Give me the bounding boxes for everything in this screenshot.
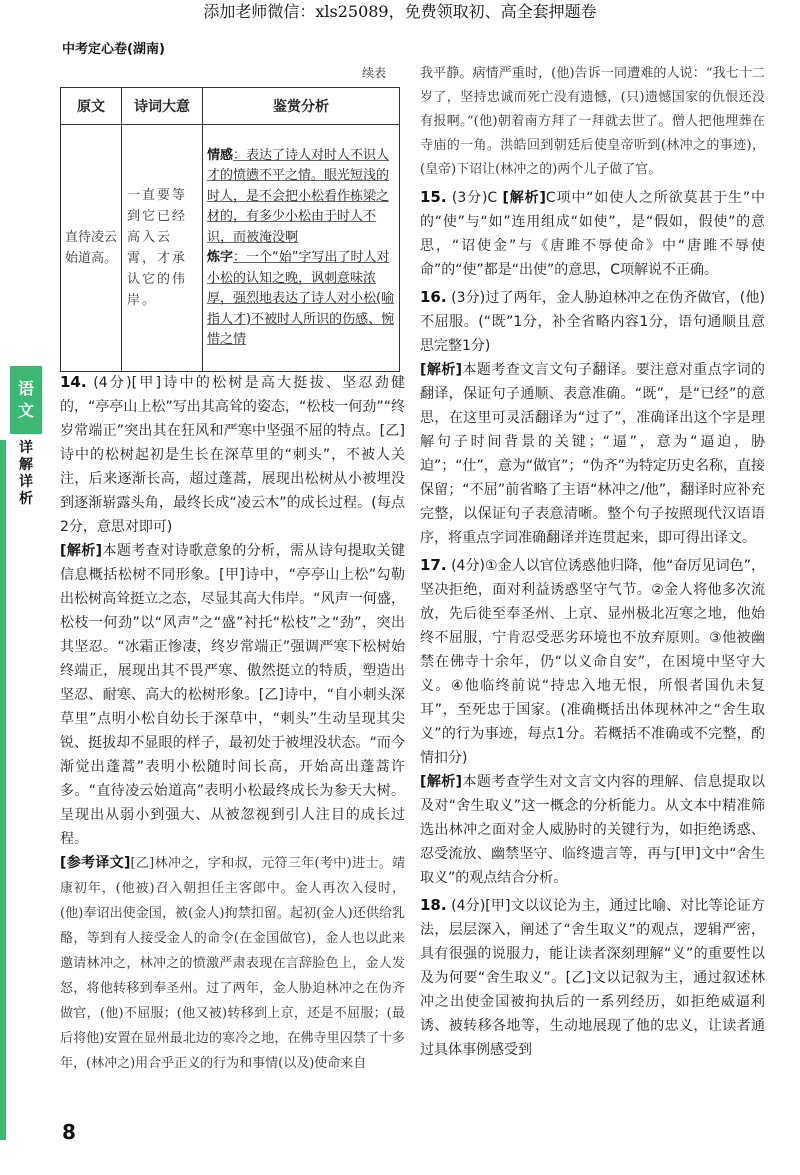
analysis-16: [解析]本题考查文言文句子翻译。要注意对重点字词的翻译，保证句子通顺、表意准确。“既”，是“已经”的意思，在这里可灵活翻译为“过了”，准确译出这个字是理解句子时间背景的关键；“逼”，意为“逼迫，胁迫”；“仕”，意为“做官”；“伪齐”为特定历史名称，直接保留；“不屈”前省略了主语“林冲之/他”，翻译时应补充完整，以保证句子表意清晰。整个句子按照现代汉语语序，将重点字词准确翻译并连贯起来，即可得出译文。 [420,362,766,546]
header-analysis: 鉴赏分析 [203,88,400,125]
analysis-14: [解析]本题考查对诗歌意象的分析，需从诗句提取关键信息概括松树不同形象。[甲]诗中，“亭亭山上松”勾勒出松树高耸挺立之态，尽显其高大伟岸。“风声一何盛，松枝一何劲”以“风声”之“盛”衬托“松枝”之“劲”，突出其坚忍。“冰霜正惨凄，终岁常端正”强调严寒下松树始终端正，展现出其不畏严寒、傲然挺立的特质，塑造出坚忍、耐寒、高大的松树形象。[乙]诗中，“自小刺头深草里”点明小松自幼长于深草中，“刺头”生动呈现其尖锐、挺拔却不显眼的样子，最初处于被埋没状态。“而今渐觉出蓬蒿”表明小松随时间长高，开始高出蓬蒿许多。“直待凌云始道高”表明小松最终成长为参天大树。呈现出从弱小到强大、从被忽视到引人注目的成长过程。 [60,543,406,847]
question-16: 16. (3分)过了两年，金人胁迫林冲之在伪齐做官，(他)不屈服。(“既”1分，补全省略内容1分，语句通顺且意思完整1分) [420,288,765,354]
question-17: 17. (4分)①金人以官位诱惑他归降，他“奋厉见词色”，坚决拒绝，面对利益诱惑坚守气节。②金人将他多次流放，先后徙至奉圣州、上京、显州极北冱寒之地，他始终不屈服，宁肯忍受恶劣环境也不放弃原则。③他被幽禁在佛寺十余年，仍“以义命自安”，在困境中坚守大义。④他临终前说“持忠入地无恨，所恨者国仇未复耳”，至死忠于国家。(准确概括出体现林冲之“舍生取义”的行为事迹，每点1分。若概括不准确或不完整，酌情扣分) [420,556,765,766]
header-meaning: 诗词大意 [122,88,203,125]
question-14: 14. (4分)[甲]诗中的松树是高大挺拔、坚忍劲健的，“亭亭山上松”写出其高耸的姿态，“松枝一何劲”“终岁常端正”突出其在狂风和严寒中坚强不屈的特点。[乙]诗中的松树起初是生长在深草里的“刺头”，不被人关注，后来逐渐长高，超过蓬蒿，展现出松树从小被埋没到逐渐崭露头角，最终长成“凌云木”的成长过程。(每点2分，意思对即可) [60,373,405,535]
side-color-strip [0,440,6,1140]
question-18: 18. (4分)[甲]文以议论为主，通过比喻、对比等论证方法，层层深入，阐述了“舍生取义”的观点，逻辑严密，具有很强的说服力，能让读者深刻理解“义”的重要性以及为何要“舍生取义”。[乙]文以记叙为主，通过叙述林冲之出使金国被拘执后的一系列经历，如拒绝威逼利诱、被转移各地等，生动地展现了他的忠义，让读者通过具体事例感受到 [420,896,765,1058]
table-header-row [61,88,400,125]
analysis-wording: ：一个“始”字写出了时人对小松的认知之晚，讽刺意味浓厚，强烈地表达了诗人对小松(喻指人才)不被时人所识的伤感、惋惜之情 [207,250,395,347]
question-15: 15. (3分)C [解析]C项中“如使人之所欲莫甚于生”中的“使”与“如”连用组成“如使”，是“假如，假使”的意思，“诏使金”与《唐雎不辱使命》中“唐雎不辱使命”的“使”都是“出使”的意思，C项解说不正确。 [420,188,766,278]
table-row [61,125,400,372]
left-column [60,370,405,1076]
cell-analysis [203,125,400,372]
right-column [420,62,765,1062]
series-title: 中考定心卷(湖南) [62,42,165,57]
analysis-emotion: ：表达了诗人对时人不识人才的愤懑不平之情。眼光短浅的时人，是不会把小松看作栋梁之材的，有多少小松由于时人不识，而被淹没啊 [207,147,390,245]
table-continued-label: 续表 [362,66,387,80]
subject-tab: 语 文 [10,366,42,434]
header-original: 原文 [61,88,122,125]
promo-banner: 添加老师微信：xls25089，免费领取初、高全套押题卷 [203,2,597,21]
cell-original: 直待凌云始道高。 [61,125,122,372]
analysis-label-emotion: 情感 [207,147,234,163]
analysis-17: [解析]本题考查学生对文言文内容的理解、信息提取以及对“舍生取义”这一概念的分析能力。从文本中精准筛选出林冲之面对金人威胁时的关键行为，如拒绝诱惑、忍受流放、幽禁坚守、临终遗言等，再与[甲]文中“舍生取义”的观点结合分析。 [420,774,766,886]
section-label: 详解详析 [19,440,33,507]
reference-translation: [参考译文][乙]林冲之，字和叔，元符三年(考中)进士。靖康初年，(他被)召入朝担任主客郎中。金人再次入侵时，(他)奉诏出使金国，被(金人)拘禁扣留。起初(金人)还供给乳酪，等到有人接受金人的命令(在金国做官)，金人也以此来邀请林冲之，林冲之的愤激严肃表现在言辞脸色上，金人发怒，将他转移到奉圣州。过了两年，金人胁迫林冲之在伪齐做官，(他)不屈服；(他又被)转移到上京，还是不屈服；(最后将他)安置在显州最北边的寒冷之地，在佛寺里囚禁了十多年，(林冲之)用合乎正义的行为和事情(以及)使命来自 [60,855,405,1071]
page-number: 8 [62,1120,76,1144]
poem-analysis-table [60,87,400,372]
analysis-label-wording: 炼字 [207,250,234,265]
cell-meaning: 一直要等到它已经高入云霄，才承认它的伟岸。 [122,125,203,372]
translation-continued: 我平静。病情严重时，(他)告诉一同遭难的人说：“我七十二岁了，坚持忠诚而死亡没有遗憾，(只)遗憾国家的仇恨还没有报啊。”(他)朝着南方拜了一拜就去世了。僧人把他埋葬在寺庙的一角。洪皓回到朝廷后使皇帝听到(林冲之的事迹)，(皇帝)下诏让(林冲之的)两个儿子做了官。 [420,66,765,177]
